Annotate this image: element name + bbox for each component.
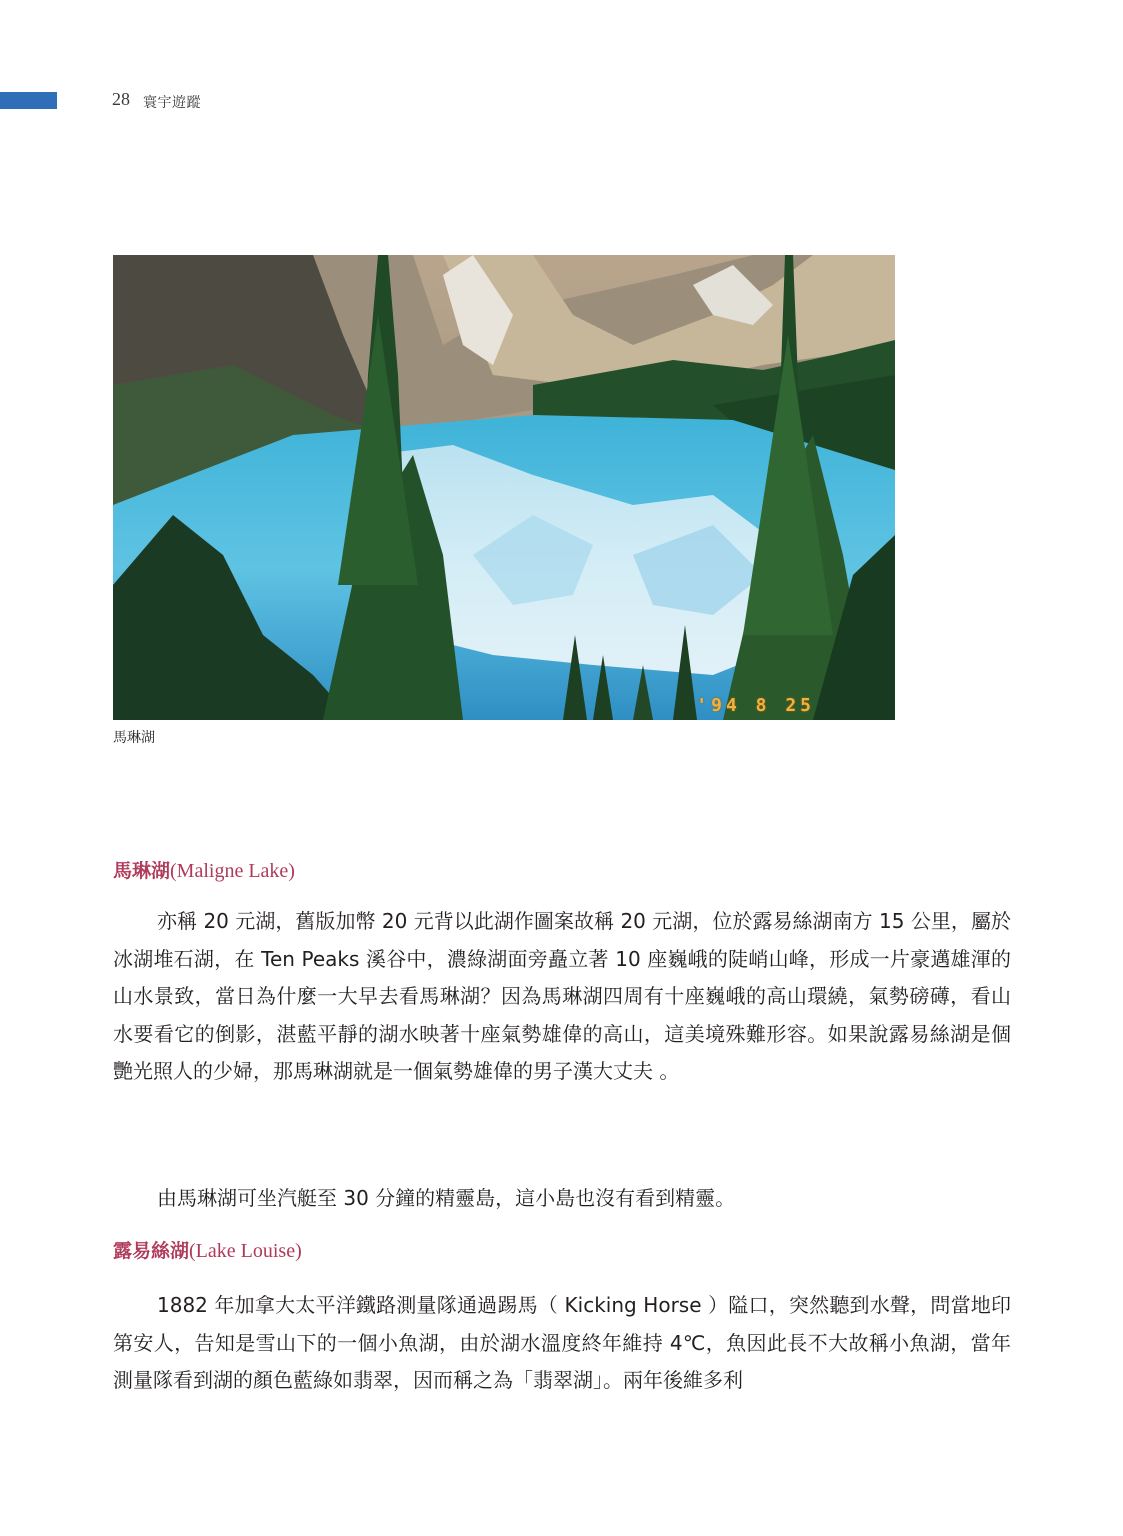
paragraph-maligne-2: 由馬琳湖可坐汽艇至 30 分鐘的精靈島，這小島也沒有看到精靈。 bbox=[157, 1186, 736, 1210]
lake-photo-illustration bbox=[113, 255, 895, 720]
section-heading-maligne bbox=[113, 856, 295, 883]
paragraph-maligne-1: 亦稱 20 元湖，舊版加幣 20 元背以此湖作圖案故稱 20 元湖，位於露易絲湖南方 15 公里，屬於冰湖堆石湖，在 Ten Peaks 溪谷中，濃綠湖面旁矗立著 10 座巍峨的陡峭山峰，形成一片豪邁雄渾的山水景致，當日為什麼一大早去看馬琳湖？因為馬琳湖四周有十座巍峨的高山環繞，氣勢磅礡，看山水要看它的倒影，湛藍平靜的湖水映著十座氣勢雄偉的高山，這美境殊難形容。如果說露易絲湖是個艷光照人的少婦，那馬琳湖就是一個氣勢雄偉的男子漢大丈夫 。 bbox=[113, 909, 1011, 1083]
lake-photo bbox=[113, 255, 895, 720]
heading-en: (Lake Louise) bbox=[189, 1240, 302, 1262]
paragraph-louise-1: 1882 年加拿大太平洋鐵路測量隊通過踢馬（ Kicking Horse ）隘口，突然聽到水聲，問當地印第安人，告知是雪山下的一個小魚湖，由於湖水溫度終年維持 4℃，魚因此長不大故稱小魚湖，當年測量隊看到湖的顏色藍綠如翡翠，因而稱之為「翡翠湖」。兩年後維多利 bbox=[113, 1293, 1011, 1392]
heading-en: (Maligne Lake) bbox=[170, 860, 295, 882]
photo-date-stamp: '94 8 25 bbox=[696, 695, 815, 716]
section-heading-louise bbox=[113, 1236, 302, 1263]
heading-zh: 露易絲湖 bbox=[113, 1240, 190, 1262]
page-number: 28 bbox=[112, 89, 130, 109]
header-accent-bar bbox=[0, 92, 57, 109]
book-title: 寰宇遊蹤 bbox=[143, 95, 201, 111]
heading-zh: 馬琳湖 bbox=[113, 860, 171, 882]
photo-caption: 馬琳湖 bbox=[113, 730, 155, 746]
